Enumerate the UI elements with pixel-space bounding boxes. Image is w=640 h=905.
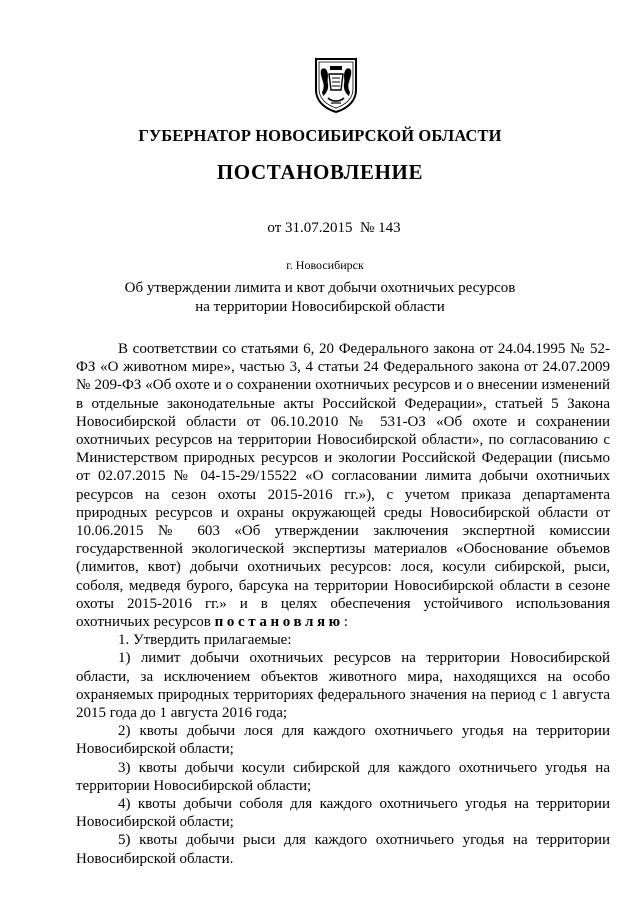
decree-word: постановляю	[214, 614, 344, 631]
item-1: 1. Утвердить прилагаемые:	[118, 632, 292, 649]
subitem-1: 1) лимит добычи охотничьих ресурсов на территории Новосибирской области, за исключением объектов животного мира, находящихся на особо охраняемых природных территориях федерального значения на период с 1 августа 2015 года до 1 августа 2016 года;	[76, 650, 610, 722]
decree-colon: :	[343, 614, 348, 631]
document-title	[70, 279, 570, 316]
document-number: 143	[378, 220, 401, 236]
subitem-5: 5) квоты добычи рыси для каждого охотничьего угодья на территории Новосибирской области.	[76, 832, 610, 867]
number-sign: №	[360, 220, 375, 236]
preamble-paragraph	[76, 340, 610, 631]
document-title-line-1: Об утверждении лимита и квот добычи охотничьих ресурсов	[124, 280, 516, 296]
date-and-number-line	[0, 220, 640, 237]
subitem-4: 4) квоты добычи соболя для каждого охотничьего угодья на территории Новосибирской области;	[76, 796, 610, 831]
document-title-line-2: на территории Новосибирской области	[195, 298, 445, 315]
date-prefix: от	[267, 220, 282, 236]
coat-of-arms-icon	[313, 56, 359, 114]
document-body	[76, 340, 610, 868]
governor-heading: ГУБЕРНАТОР НОВОСИБИРСКОЙ ОБЛАСТИ	[138, 126, 502, 145]
city-line: г. Новосибирск	[286, 258, 364, 272]
subitem-2: 2) квоты добычи лося для каждого охотничьего угодья на территории Новосибирской области;	[76, 723, 610, 758]
document-type-heading: ПОСТАНОВЛЕНИЕ	[216, 160, 424, 184]
preamble-text: В соответствии со статьями 6, 20 Федерального закона от 24.04.1995 № 52-ФЗ «О животном мире», частью 3, 4 статьи 24 Федерального закона от 24.07.2009 № 209-ФЗ «Об охоте и о сохранении охотничьих ресурсов и о внесении изменений в отдельные законодательные акты Российской Федерации», статьей 5 Закона Новосибирской области от 06.10.2010 № 531-ОЗ «Об охоте и сохранении охотничьих ресурсов на территории Новосибирской области», по согласованию с Министерством природных ресурсов и экологии Российской Федерации (письмо от 02.07.2015 № 04-15-29/15522 «О согласовании лимита добычи охотничьих ресурсов на сезон охоты 2015-2016 гг.»), с учетом приказа департамента природных ресурсов и охраны окружающей среды Новосибирской области от 10.06.2015 № 603 «Об утверждении заключения экспертной комиссии государственной экологической экспертизы материалов «Обоснование объемов (лимитов, квот) добычи охотничьих ресурсов: лося, косули сибирской, рыси, соболя, медведя бурого, барсука на территории Новосибирской области в сезоне охоты 2015-2016 гг.» и в целях обеспечения устойчивого использования охотничьих ресурсов	[76, 341, 610, 631]
document-date: 31.07.2015	[285, 220, 353, 236]
subitem-3: 3) квоты добычи косули сибирской для каждого охотничьего угодья на территории Новосибирской области;	[76, 759, 610, 794]
